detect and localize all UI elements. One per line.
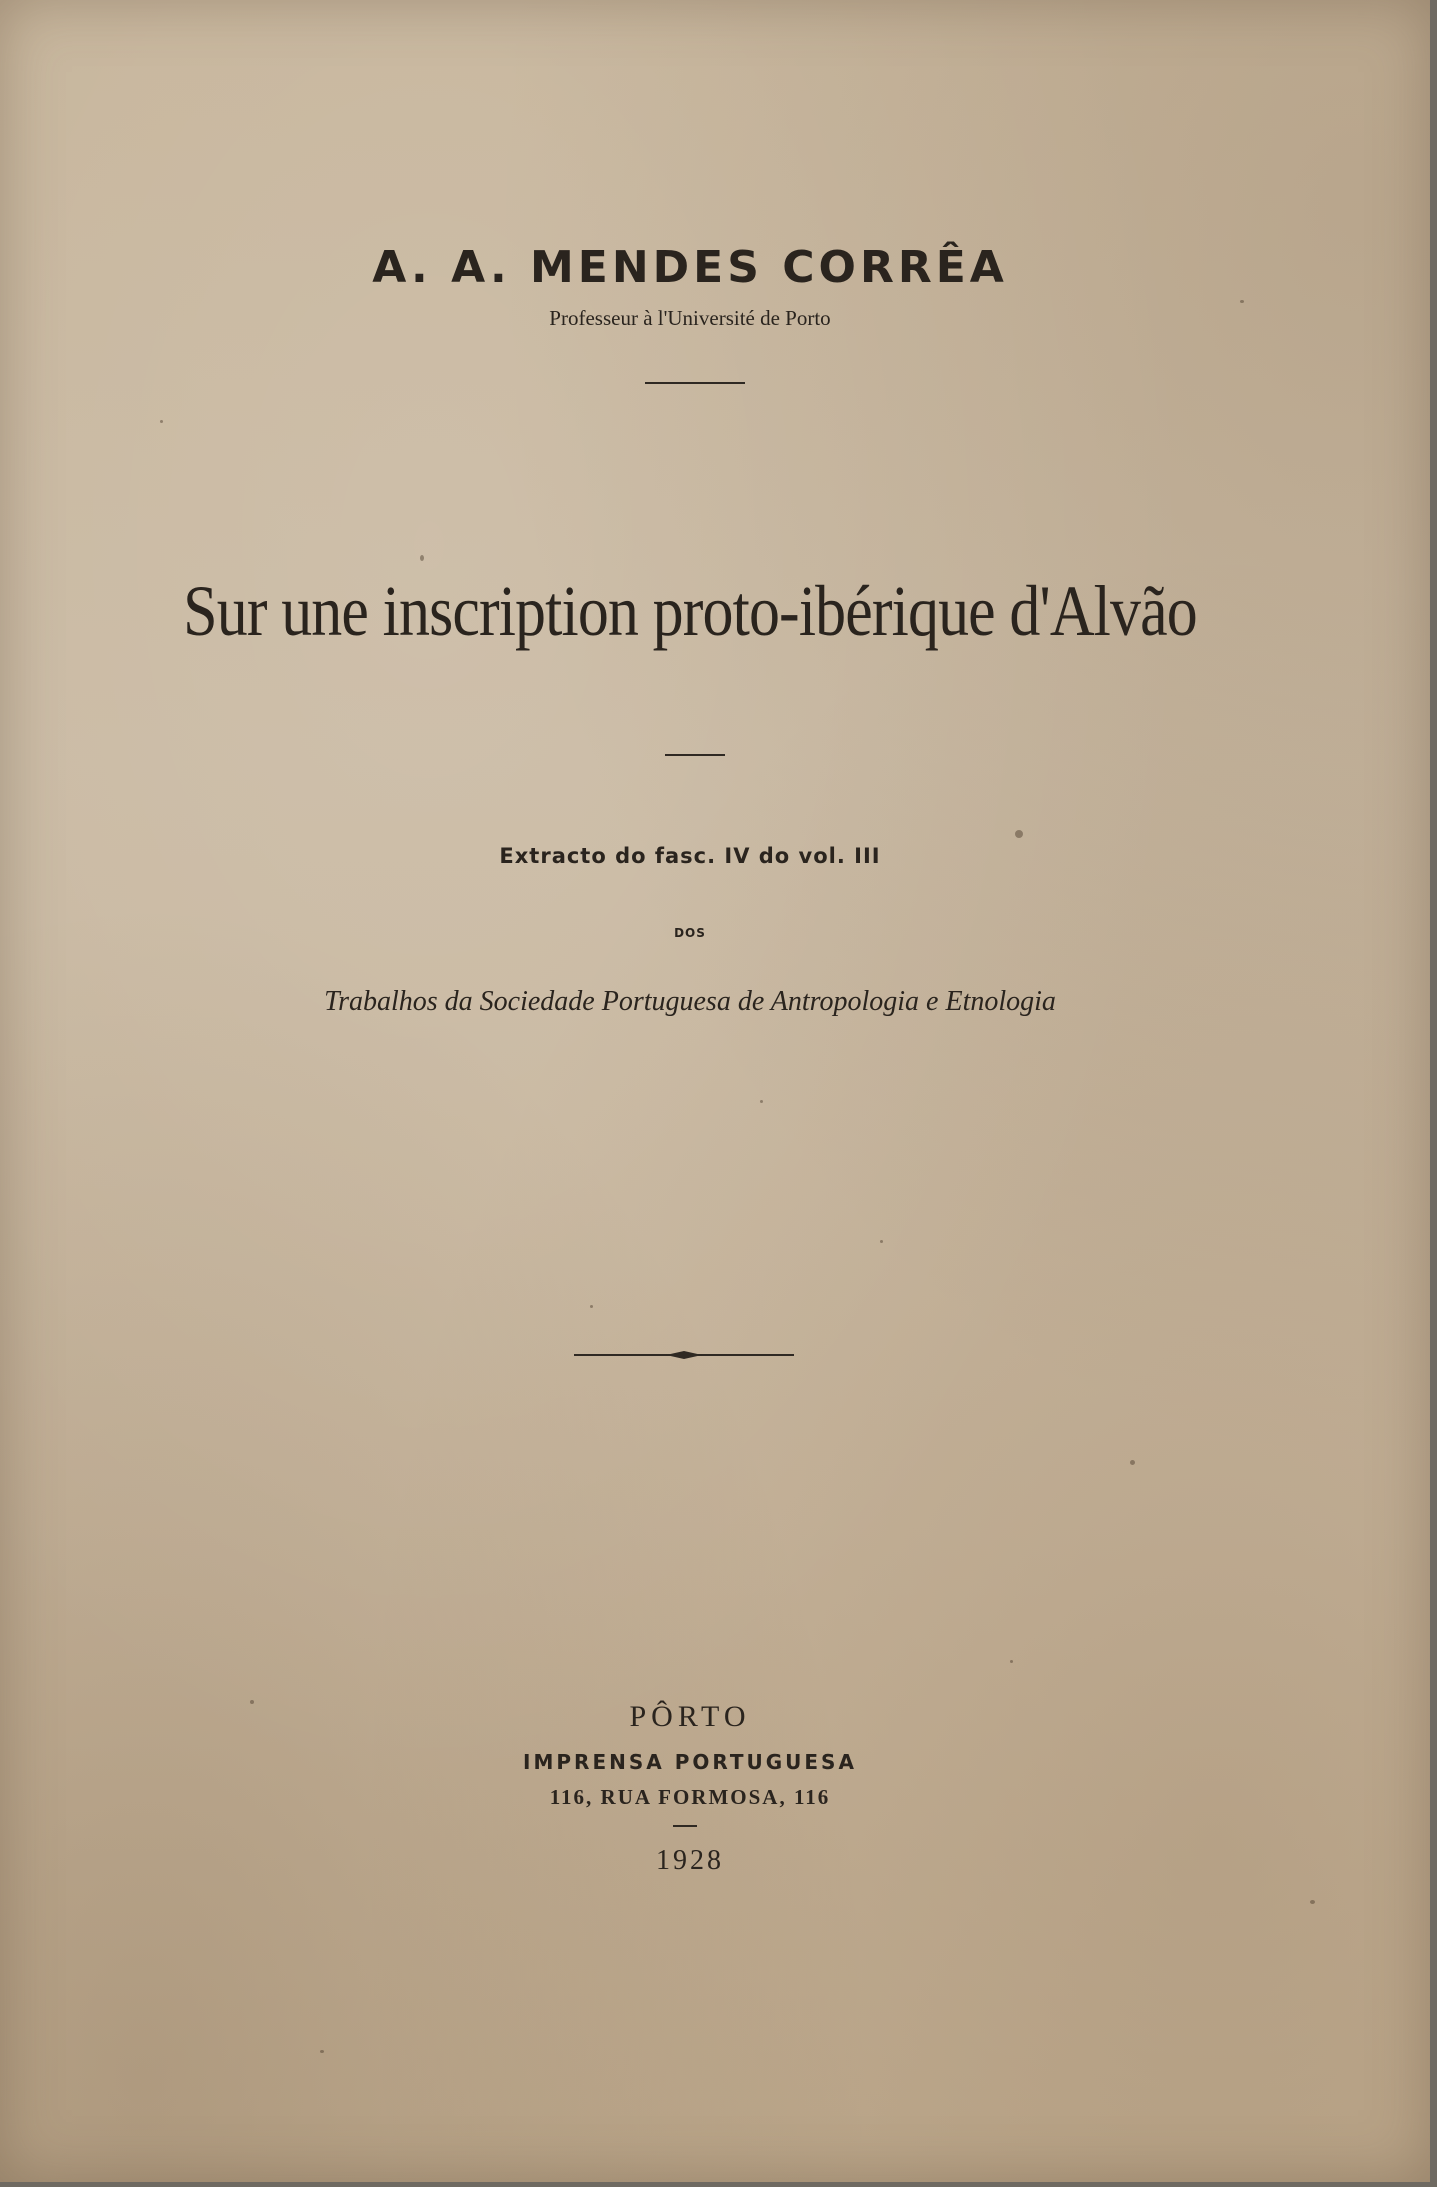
divider-rule-short [673, 1825, 697, 1827]
printer-name: IMPRENSA PORTUGUESA [523, 1750, 857, 1774]
document-title: Sur une inscription proto-ibérique d'Alvão [183, 571, 1197, 651]
ornamental-divider-icon [574, 1348, 794, 1362]
author-name: A. A. MENDES CORRÊA [372, 242, 1008, 293]
paper-speck [1015, 830, 1023, 838]
author-affiliation: Professeur à l'Université de Porto [549, 306, 831, 330]
paper-speck [760, 1100, 763, 1103]
paper-speck [1010, 1660, 1013, 1663]
paper-speck [880, 1240, 883, 1243]
paper-speck [1130, 1460, 1135, 1465]
paper-speck [1310, 1900, 1315, 1904]
divider-rule-top [645, 382, 745, 384]
publication-city: PÔRTO [629, 1700, 751, 1733]
paper-speck [250, 1700, 254, 1704]
paper-speck [420, 555, 424, 561]
paper-speck [1240, 300, 1244, 303]
journal-name: Trabalhos da Sociedade Portuguesa de Antropologia e Etnologia [324, 986, 1056, 1017]
paper-speck [160, 420, 163, 423]
extract-line: Extracto do fasc. IV do vol. III [499, 844, 881, 868]
divider-rule-middle [665, 754, 725, 756]
paper-speck [320, 2050, 324, 2053]
printer-address: 116, RUA FORMOSA, 116 [549, 1785, 831, 1809]
paper-speck [590, 1305, 593, 1308]
publication-year: 1928 [656, 1845, 724, 1876]
connector-word: DOS [674, 926, 706, 940]
